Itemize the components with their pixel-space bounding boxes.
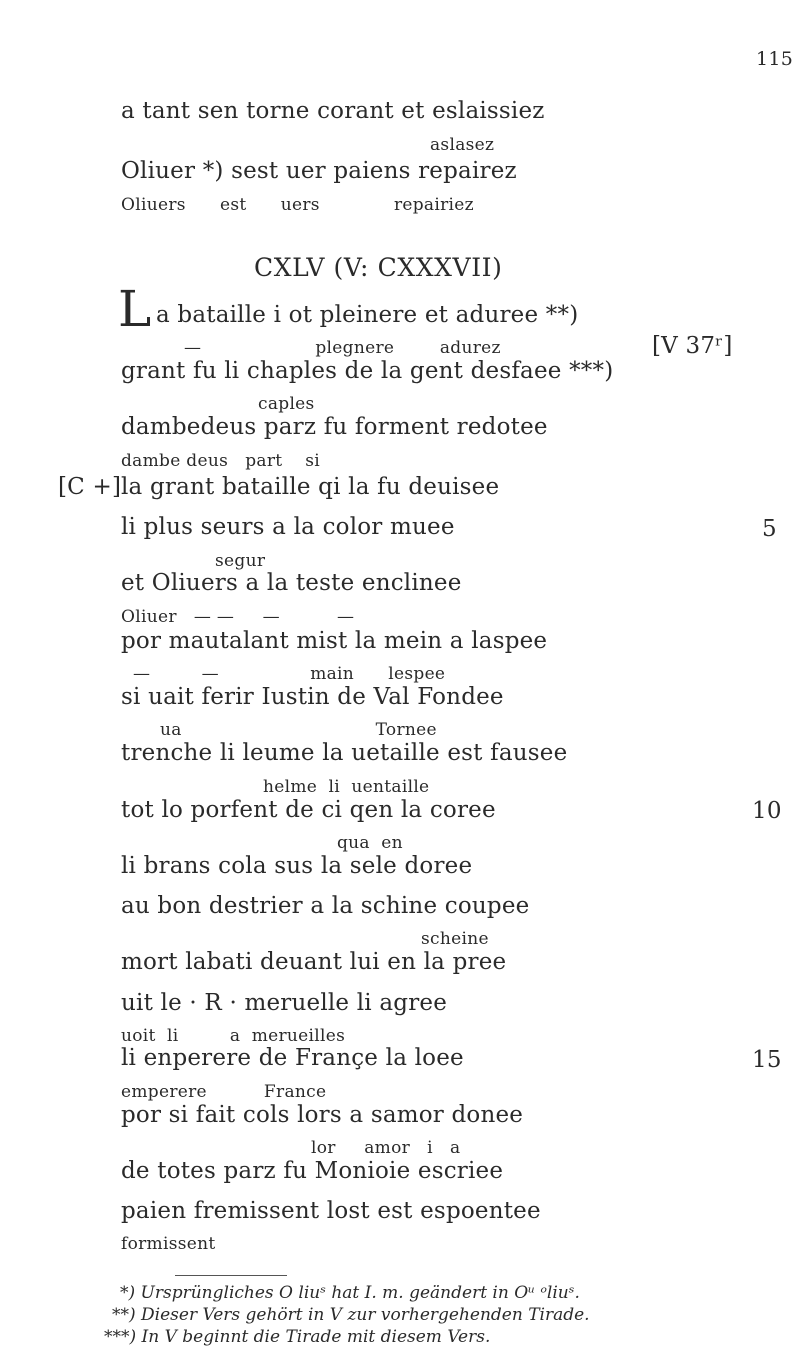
- verse-line: li brans cola sus la sele doree: [121, 853, 473, 879]
- variant-line: emperere France: [121, 1082, 327, 1102]
- variant-line: Oliuers est uers repairiez: [121, 195, 474, 215]
- verse-line: trenche li leume la uetaille est fausee: [121, 740, 568, 766]
- verse-line: li plus seurs a la color muee: [121, 514, 455, 540]
- verse-line: et Oliuers a la teste enclinee: [121, 570, 462, 596]
- variant-line: uoit li a merueilles: [121, 1026, 346, 1046]
- verse-line: uit le · R · meruelle li agree: [121, 990, 448, 1016]
- variant-line: — — main lespee: [133, 664, 446, 684]
- verse-line: de totes parz fu Monioie escriee: [121, 1158, 504, 1184]
- verse-line: au bon destrier a la schine coupee: [121, 893, 530, 919]
- verse-line: a bataille i ot pleinere et aduree **): [156, 302, 579, 328]
- variant-line: formissent: [121, 1234, 216, 1254]
- line-number: 5: [762, 516, 777, 542]
- drop-capital: L: [118, 280, 152, 338]
- variant-line: scheine: [421, 929, 489, 949]
- variant-line: caples: [258, 394, 315, 414]
- variant-line: lor amor i a: [311, 1138, 461, 1158]
- verse-line: si uait ferir Iustin de Val Fondee: [121, 684, 504, 710]
- verse-line: por mautalant mist la mein a laspee: [121, 628, 548, 654]
- footnote: *) Ursprüngliches O liuˢ hat I. m. geändert in Oᵘ ᵒliuˢ.: [120, 1283, 580, 1303]
- verse-line: tot lo porfent de ci qen la coree: [121, 797, 496, 823]
- verse-line: por si fait cols lors a samor donee: [121, 1102, 524, 1128]
- variant-line: Oliuer — — — —: [121, 607, 355, 627]
- variant-line: segur: [215, 551, 266, 571]
- laisse-heading: CXLV (V: CXXXVII): [254, 253, 503, 282]
- margin-reference: [C +]: [58, 474, 122, 500]
- verse-line: la grant bataille qi la fu deuisee: [121, 474, 500, 500]
- footnote: ***) In V beginnt die Tirade mit diesem Vers.: [104, 1327, 491, 1347]
- variant-line: aslasez: [430, 135, 495, 155]
- verse-line: mort labati deuant lui en la pree: [121, 949, 507, 975]
- verse-line: grant fu li chaples de la gent desfaee ***): [121, 358, 614, 384]
- verse-line: paien fremissent lost est espoentee: [121, 1198, 541, 1224]
- footnote: **) Dieser Vers gehört in V zur vorhergehenden Tirade.: [112, 1305, 590, 1325]
- line-number: 10: [752, 798, 782, 824]
- verse-line: a tant sen torne corant et eslaissiez: [121, 98, 545, 124]
- footnote-divider: [175, 1275, 287, 1276]
- verse-line: Oliuer *) sest uer paiens repairez: [121, 158, 517, 184]
- margin-reference: [V 37ʳ]: [652, 333, 733, 359]
- variant-line: ua Tornee: [160, 720, 437, 740]
- variant-line: qua en: [337, 833, 403, 853]
- variant-line: dambe deus part si: [121, 451, 320, 471]
- verse-line: li enperere de Françe la loee: [121, 1045, 464, 1071]
- verse-line: dambedeus parz fu forment redotee: [121, 414, 548, 440]
- line-number: 15: [752, 1047, 782, 1073]
- variant-line: helme li uentaille: [263, 777, 430, 797]
- page-number: 115: [756, 48, 794, 70]
- variant-line: — plegnere adurez: [184, 338, 501, 358]
